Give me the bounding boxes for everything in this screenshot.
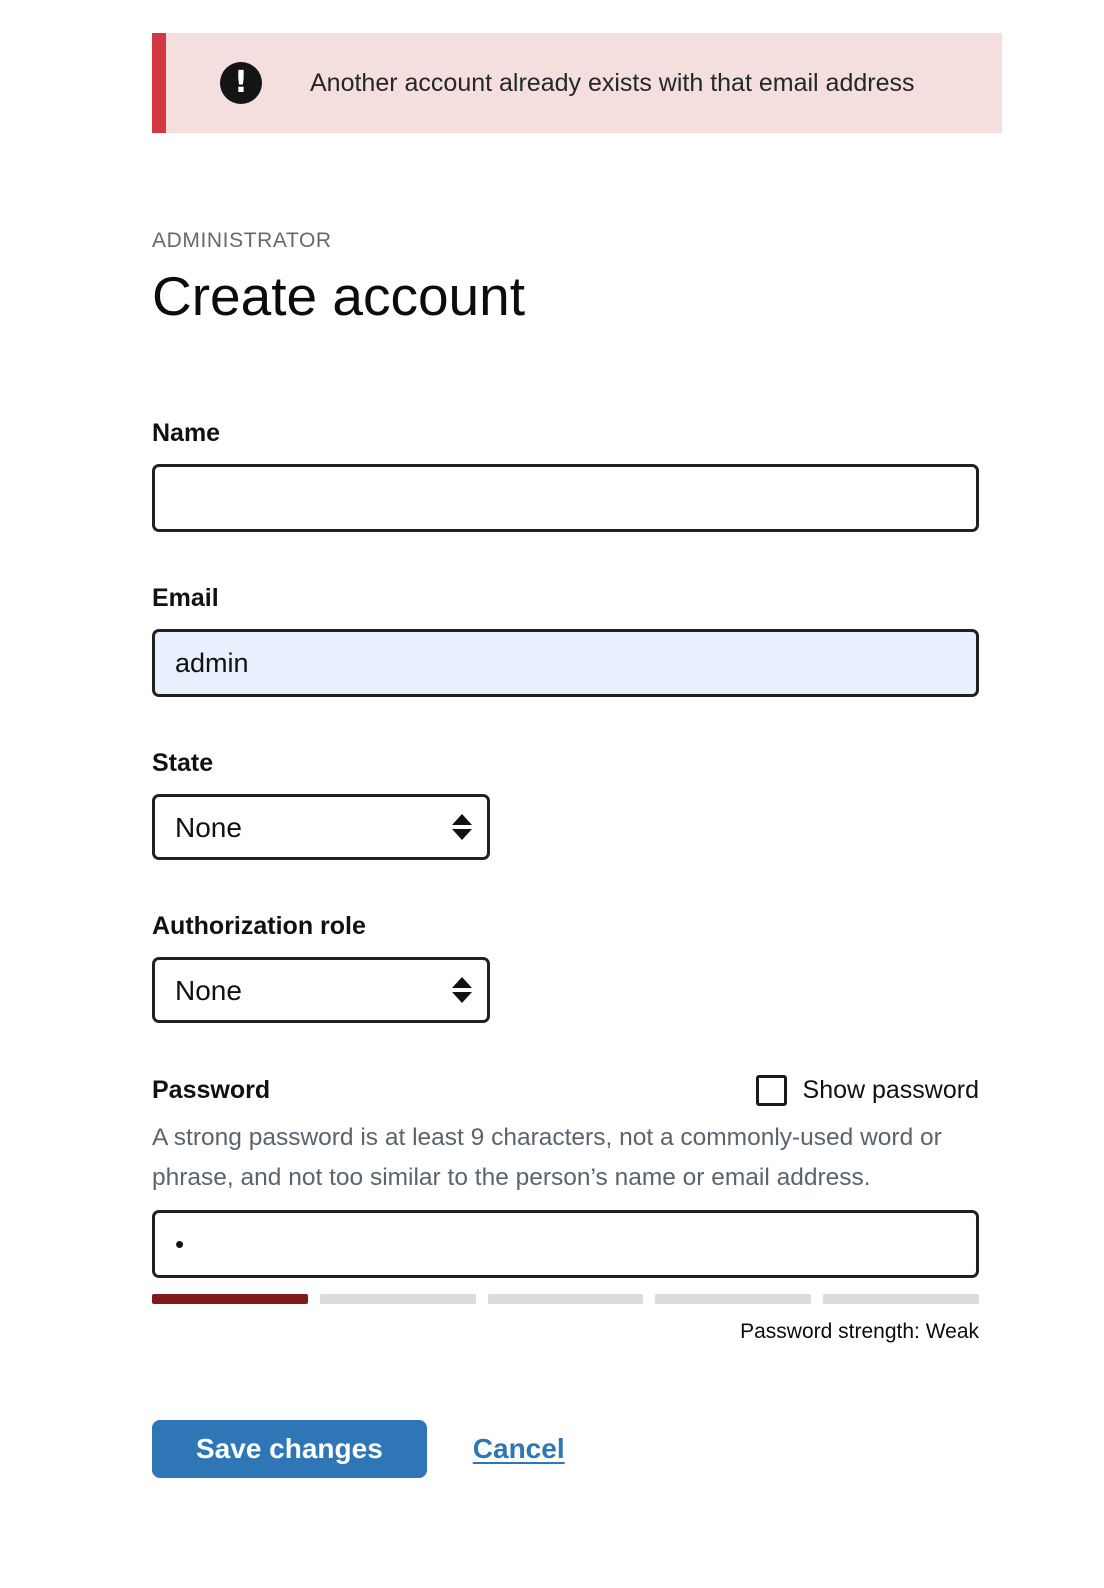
show-password-control[interactable] <box>756 1075 979 1106</box>
state-select[interactable] <box>152 794 490 860</box>
password-header-row <box>152 1075 979 1106</box>
password-strength-meter <box>152 1294 979 1304</box>
show-password-label: Show password <box>802 1076 979 1104</box>
name-input[interactable] <box>152 464 979 532</box>
password-help-text: A strong password is at least 9 characters, not a commonly-used word or phrase, and not too similar to the person’s name or email address. <box>152 1124 942 1191</box>
strength-segment <box>152 1294 308 1304</box>
state-label: State <box>152 749 214 777</box>
email-input[interactable] <box>152 629 979 697</box>
state-select-wrap <box>152 794 490 860</box>
show-password-checkbox[interactable] <box>756 1075 787 1106</box>
error-alert-message: Another account already exists with that email address <box>310 68 915 97</box>
save-changes-button[interactable]: Save changes <box>152 1420 427 1478</box>
state-field-group <box>152 749 979 860</box>
create-account-form <box>152 419 979 1538</box>
role-select-wrap <box>152 957 490 1023</box>
password-strength-text: Password strength: Weak <box>740 1320 979 1343</box>
email-label: Email <box>152 584 219 612</box>
authorization-role-select[interactable] <box>152 957 490 1023</box>
name-label: Name <box>152 419 221 447</box>
authorization-role-label: Authorization role <box>152 912 366 940</box>
password-label: Password <box>152 1076 271 1104</box>
exclamation-icon: ! <box>220 62 262 104</box>
password-field-group <box>152 1075 979 1344</box>
password-input-wrap <box>152 1210 979 1278</box>
page-title: Create account <box>152 265 525 327</box>
strength-segment <box>655 1294 811 1304</box>
strength-segment <box>320 1294 476 1304</box>
password-input[interactable] <box>152 1210 979 1278</box>
email-field-group <box>152 584 979 697</box>
strength-segment <box>823 1294 979 1304</box>
breadcrumb-administrator: ADMINISTRATOR <box>152 229 332 252</box>
role-field-group <box>152 912 979 1023</box>
error-alert <box>152 33 1002 133</box>
cancel-link[interactable]: Cancel <box>472 1433 565 1464</box>
strength-segment <box>488 1294 644 1304</box>
form-actions <box>152 1420 979 1538</box>
name-field-group <box>152 419 979 532</box>
